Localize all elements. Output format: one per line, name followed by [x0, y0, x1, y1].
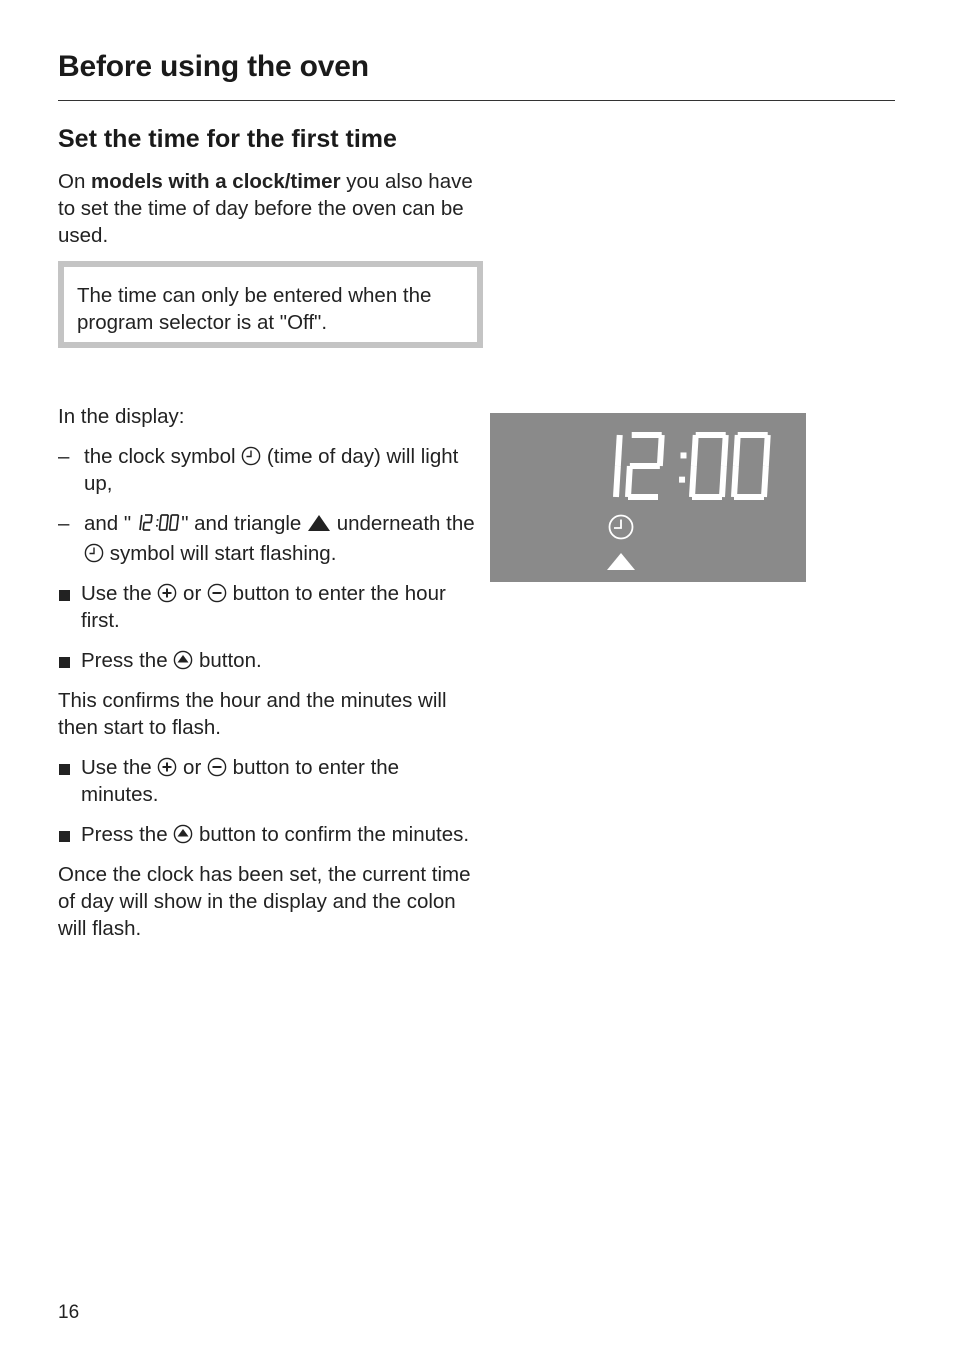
display-segment [692, 466, 694, 497]
instructions-column [58, 168, 478, 942]
minus-button-icon [207, 757, 227, 777]
clock-icon [241, 446, 261, 466]
display-segment [766, 435, 768, 466]
display-segment [616, 466, 618, 497]
list-item: Press the button. [58, 647, 478, 674]
display-segment [694, 435, 696, 466]
list-item: Use the or button to enter the hour first. [58, 580, 478, 634]
dash-mark: – [58, 445, 70, 468]
bullet-square [59, 831, 70, 842]
note-text: The time can only be entered when the program selector is at "Off". [77, 284, 432, 334]
list-item: – the clock symbol (time of day) will light up, [58, 445, 459, 495]
segment-time-inline [131, 513, 181, 540]
page-title: Before using the oven [58, 50, 369, 83]
clock-icon [84, 543, 104, 563]
display-time-digits [616, 435, 768, 497]
display-segment [177, 523, 178, 531]
display-segment [660, 435, 662, 466]
bullet-square [59, 764, 70, 775]
closing-paragraph: Once the clock has been set, the current time of day will show in the display and the colon will flash. [58, 863, 471, 940]
note-box [58, 261, 483, 348]
dash-mark: – [58, 512, 70, 535]
display-segment [628, 466, 630, 497]
display-segment [143, 523, 144, 531]
intro-paragraph: On models with a clock/timer you also have to set the time of day before the oven can be used. [58, 170, 473, 247]
display-intro: In the display: [58, 405, 185, 428]
display-segment [141, 515, 142, 523]
confirm-paragraph: This confirms the hour and the minutes will then start to flash. [58, 689, 447, 739]
bullet-square [59, 657, 70, 668]
display-segment [722, 466, 724, 497]
confirm-up-button-icon [173, 824, 193, 844]
plus-button-icon [157, 583, 177, 603]
display-segment [167, 523, 168, 531]
display-segment [734, 466, 736, 497]
colon-dot [156, 525, 158, 527]
colon-dot [679, 477, 685, 483]
display-segment [167, 515, 168, 523]
intro-bold-models: models with a clock/timer [91, 170, 341, 193]
triangle-up-icon [307, 514, 331, 532]
bullet-square [59, 590, 70, 601]
display-segment [724, 435, 726, 466]
clock-icon [610, 516, 633, 539]
triangle-up-icon [607, 553, 635, 570]
page-number: 16 [58, 1302, 80, 1323]
display-segment [178, 515, 179, 523]
title-divider [58, 100, 895, 101]
list-item: Use the or button to enter the minutes. [58, 754, 478, 808]
confirm-up-button-icon [173, 650, 193, 670]
display-segment [171, 515, 172, 523]
display-segment [618, 435, 620, 466]
section-title: Set the time for the first time [58, 125, 397, 153]
display-segment [736, 435, 738, 466]
display-segment [140, 523, 141, 531]
minus-button-icon [207, 583, 227, 603]
oven-display-illustration [490, 413, 806, 582]
display-segment [151, 515, 152, 523]
plus-button-icon [157, 757, 177, 777]
colon-dot [157, 519, 159, 521]
list-item: Press the button to confirm the minutes. [58, 821, 478, 848]
display-segment [170, 523, 171, 531]
display-segment [764, 466, 766, 497]
colon-dot [680, 452, 686, 458]
display-segment [160, 523, 161, 531]
display-segment [160, 515, 161, 523]
list-item: – and " " and triangle underneath the symbol will start flashing. [58, 512, 475, 565]
